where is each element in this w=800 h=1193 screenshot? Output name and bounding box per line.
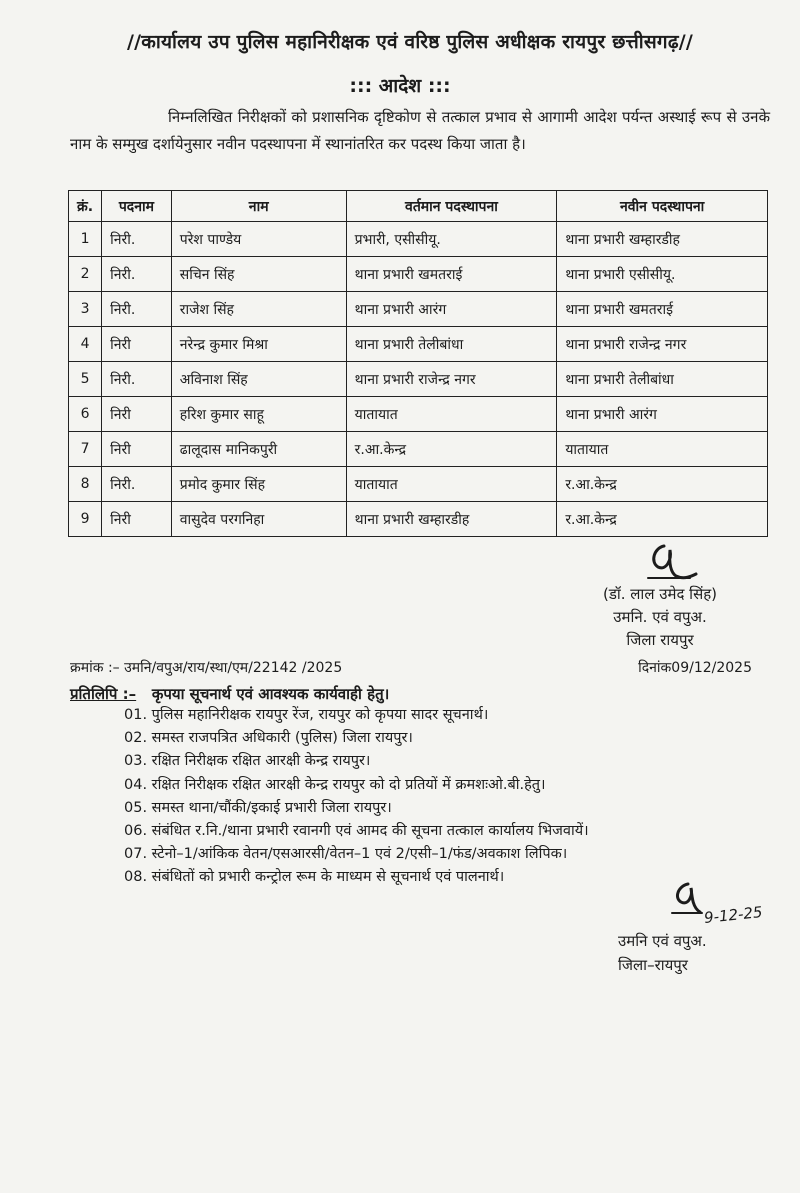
cell-designation: निरी: [102, 397, 172, 432]
col-header-current-posting: वर्तमान पदस्थापना: [346, 191, 557, 222]
handwritten-initials: [666, 880, 708, 920]
cell-new-posting: थाना प्रभारी एसीसीयू.: [557, 257, 768, 292]
cell-name: ढालूदास मानिकपुरी: [171, 432, 346, 467]
cell-new-posting: थाना प्रभारी खम्हारडीह: [557, 222, 768, 257]
list-item: 02. समस्त राजपत्रित अधिकारी (पुलिस) जिला रायपुर।: [124, 730, 413, 747]
cell-designation: निरी.: [102, 467, 172, 502]
cell-current-posting: थाना प्रभारी राजेन्द्र नगर: [346, 362, 557, 397]
cell-current-posting: यातायात: [346, 397, 557, 432]
table-row: [69, 467, 768, 502]
cell-name: परेश पाण्डेय: [171, 222, 346, 257]
copy-to-subject: कृपया सूचनार्थ एवं आवश्यक कार्यवाही हेतु।: [151, 685, 390, 703]
order-body: [70, 104, 770, 158]
cell-designation: निरी.: [102, 292, 172, 327]
list-item: 07. स्टेनो–1/आंकिक वेतन/एसआरसी/वेतन–1 एवं 2/एसी–1/फंड/अवकाश लिपिक।: [124, 846, 568, 863]
cell-serial: 2: [69, 257, 102, 292]
cell-designation: निरी.: [102, 257, 172, 292]
order-body-text: निम्नलिखित निरीक्षकों को प्रशासनिक दृष्टिकोण से तत्काल प्रभाव से आगामी आदेश पर्यन्त अस्थाई रूप से उनके नाम के सम्मुख दर्शायेनुसार नवीन पदस्थापना में स्थानांतरित कर पदस्थ किया जाता है।: [70, 108, 770, 153]
office-header: //कार्यालय उप पुलिस महानिरीक्षक एवं वरिष्ठ पुलिस अधीक्षक रायपुर छत्तीसगढ़//: [126, 31, 693, 53]
reference-line: [70, 658, 760, 677]
cell-name: वासुदेव परगनिहा: [171, 502, 346, 537]
cell-current-posting: थाना प्रभारी खम्हारडीह: [346, 502, 557, 537]
cell-serial: 3: [69, 292, 102, 327]
list-item: 01. पुलिस महानिरीक्षक रायपुर रेंज, रायपुर को कृपया सादर सूचनार्थ।: [124, 707, 489, 723]
cell-designation: निरी.: [102, 362, 172, 397]
cell-current-posting: यातायात: [346, 467, 557, 502]
list-item: 08. संबंधितों को प्रभारी कन्ट्रोल रूम के माध्यम से सूचनार्थ एवं पालनार्थ।: [124, 869, 505, 886]
table-row: [69, 222, 768, 257]
cell-new-posting: थाना प्रभारी खमतराई: [557, 292, 768, 327]
cell-serial: 4: [69, 327, 102, 362]
cell-serial: 8: [69, 467, 102, 502]
cell-designation: निरी: [102, 502, 172, 537]
initials-date: 9-12-25: [703, 902, 764, 928]
col-header-designation: पदनाम: [102, 191, 172, 222]
cell-new-posting: र.आ.केन्द्र: [557, 502, 768, 537]
table-row: [69, 292, 768, 327]
cell-name: प्रमोद कुमार सिंह: [171, 467, 346, 502]
cell-designation: निरी.: [102, 222, 172, 257]
cell-designation: निरी: [102, 327, 172, 362]
cell-name: अविनाश सिंह: [171, 362, 346, 397]
cell-serial: 7: [69, 432, 102, 467]
cell-serial: 6: [69, 397, 102, 432]
table-row: [69, 397, 768, 432]
cell-serial: 1: [69, 222, 102, 257]
signer-designation: उमनि. एवं वपुअ.: [613, 608, 707, 626]
cell-current-posting: थाना प्रभारी खमतराई: [346, 257, 557, 292]
cell-serial: 9: [69, 502, 102, 537]
final-signoff: [618, 929, 778, 977]
signer-block: [560, 583, 760, 652]
cell-name: राजेश सिंह: [171, 292, 346, 327]
signer-name: (डॉ. लाल उमेद सिंह): [602, 585, 718, 603]
list-item: 05. समस्त थाना/चौंकी/इकाई प्रभारी जिला रायपुर।: [124, 799, 392, 816]
cell-new-posting: थाना प्रभारी आरंग: [557, 397, 768, 432]
transfer-table: [68, 190, 768, 537]
cell-serial: 5: [69, 362, 102, 397]
cell-name: हरिश कुमार साहू: [171, 397, 346, 432]
cell-current-posting: थाना प्रभारी आरंग: [346, 292, 557, 327]
table-row: [69, 432, 768, 467]
list-item: 06. संबंधित र.नि./थाना प्रभारी रवानगी एवं आमद की सूचना तत्काल कार्यालय भिजवायें।: [124, 822, 589, 839]
list-item: 03. रक्षित निरीक्षक रक्षित आरक्षी केन्द्र रायपुर।: [124, 753, 371, 770]
col-header-serial: क्रं.: [69, 191, 102, 222]
cell-name: नरेन्द्र कुमार मिश्रा: [171, 327, 346, 362]
handwritten-signature: [640, 540, 700, 582]
cell-current-posting: थाना प्रभारी तेलीबांधा: [346, 327, 557, 362]
reference-number: क्रमांक :– उमनि/वपुअ/राय/स्था/एम/22142 /2025: [70, 660, 343, 676]
col-header-new-posting: नवीन पदस्थापना: [557, 191, 768, 222]
cell-new-posting: यातायात: [557, 432, 768, 467]
col-header-name: नाम: [171, 191, 346, 222]
order-heading: ::: आदेश :::: [349, 75, 451, 97]
final-district: जिला–रायपुर: [618, 956, 688, 974]
copy-to-list: [124, 704, 764, 890]
cell-name: सचिन सिंह: [171, 257, 346, 292]
table-row: [69, 327, 768, 362]
cell-new-posting: थाना प्रभारी तेलीबांधा: [557, 362, 768, 397]
table-row: [69, 257, 768, 292]
cell-current-posting: र.आ.केन्द्र: [346, 432, 557, 467]
cell-current-posting: प्रभारी, एसीसीयू.: [346, 222, 557, 257]
reference-date: दिनांक09/12/2025: [638, 660, 752, 676]
table-header-row: [69, 191, 768, 222]
table-row: [69, 502, 768, 537]
cell-designation: निरी: [102, 432, 172, 467]
signer-district: जिला रायपुर: [626, 631, 694, 649]
cell-new-posting: थाना प्रभारी राजेन्द्र नगर: [557, 327, 768, 362]
cell-new-posting: र.आ.केन्द्र: [557, 467, 768, 502]
copy-to-label: प्रतिलिपि :–: [70, 685, 137, 703]
copy-to-heading: [70, 684, 760, 704]
final-designation: उमनि एवं वपुअ.: [618, 932, 707, 950]
table-row: [69, 362, 768, 397]
list-item: 04. रक्षित निरीक्षक रक्षित आरक्षी केन्द्र रायपुर को दो प्रतियों में क्रमशःओ.बी.हेतु।: [124, 776, 546, 793]
